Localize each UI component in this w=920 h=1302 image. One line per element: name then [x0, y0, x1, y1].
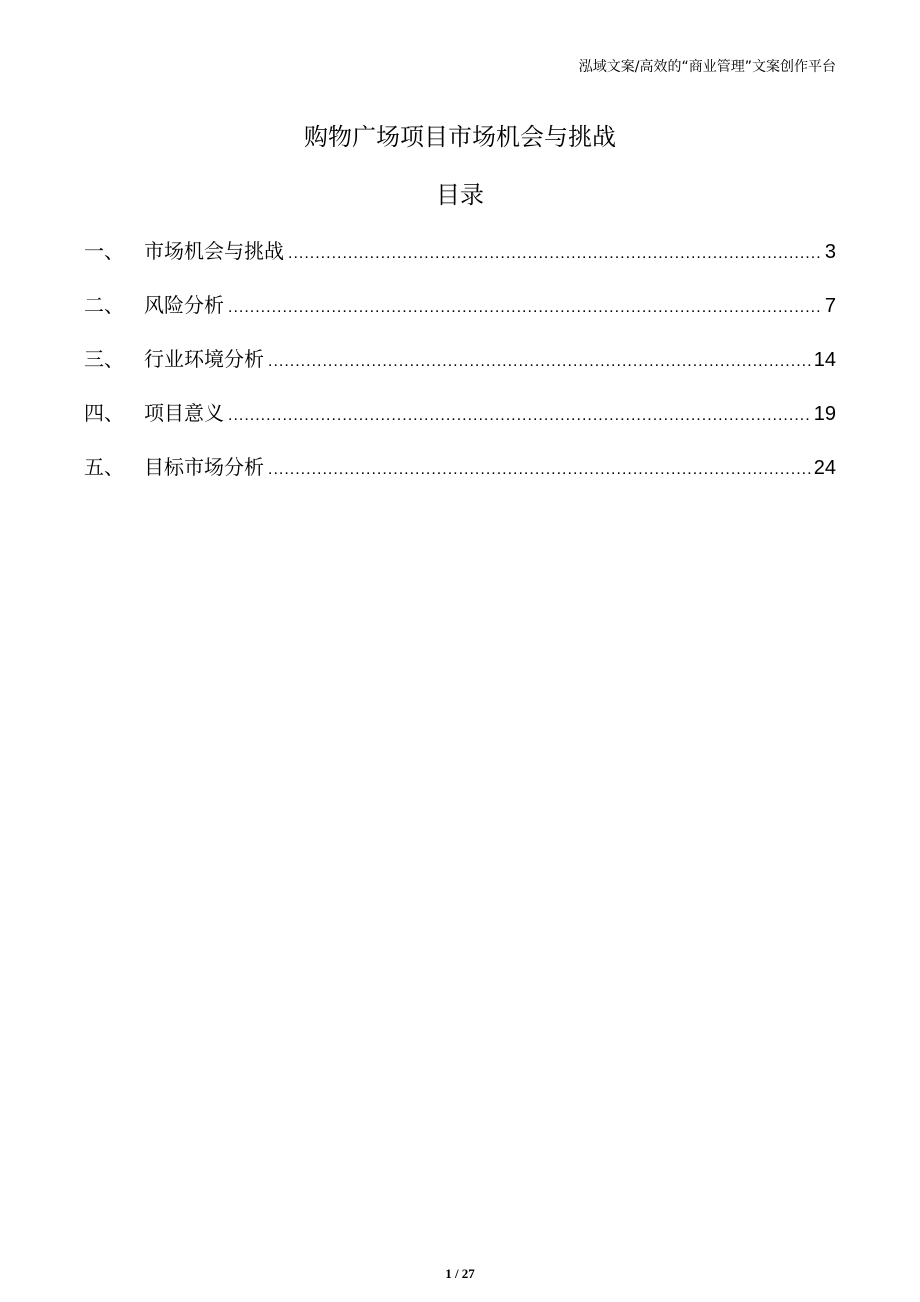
toc-entry-label: 风险分析	[144, 293, 224, 317]
toc-entry-page: 3	[824, 241, 836, 263]
toc-entry-page: 24	[813, 457, 836, 479]
toc-dot-leader	[268, 455, 812, 485]
toc-entry-page: 7	[824, 295, 836, 317]
toc-entry-label: 目标市场分析	[144, 455, 264, 479]
toc-dot-leader	[288, 239, 823, 269]
toc-entry-label: 项目意义	[144, 401, 224, 425]
toc-entry-number: 三、	[84, 347, 124, 371]
toc-entry[interactable]	[84, 236, 836, 290]
page-header: 泓域文案/高效的“商业管理”文案创作平台	[578, 59, 836, 75]
toc-entry[interactable]	[84, 452, 836, 506]
table-of-contents	[84, 236, 836, 506]
document-title: 购物广场项目市场机会与挑战	[304, 123, 616, 151]
toc-entry-page: 14	[813, 349, 836, 371]
toc-entry-number: 二、	[84, 293, 124, 317]
page-number: 1 / 27	[445, 1266, 475, 1281]
toc-entry[interactable]	[84, 290, 836, 344]
toc-entry-number: 五、	[84, 455, 124, 479]
toc-entry-number: 一、	[84, 239, 124, 263]
toc-dot-leader	[268, 347, 812, 377]
toc-entry[interactable]	[84, 344, 836, 398]
toc-entry-label: 市场机会与挑战	[144, 239, 284, 263]
toc-dot-leader	[228, 293, 823, 323]
toc-entry-page: 19	[813, 403, 836, 425]
toc-entry-number: 四、	[84, 401, 124, 425]
toc-entry-label: 行业环境分析	[144, 347, 264, 371]
toc-entry[interactable]	[84, 398, 836, 452]
toc-heading: 目录	[436, 181, 484, 209]
toc-dot-leader	[228, 401, 812, 431]
